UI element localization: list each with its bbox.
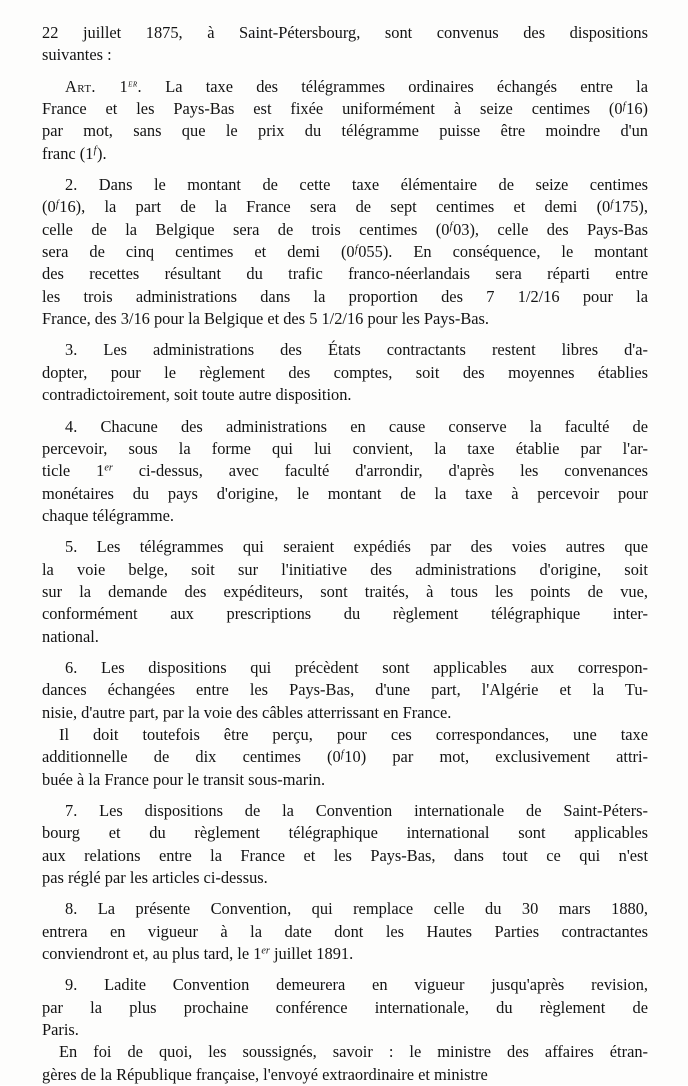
text-line: buée à la France pour le transit sous-marin.: [42, 769, 326, 789]
text-line: 6. Les dispositions qui précèdent sont applicables aux correspon-: [65, 657, 648, 677]
text-line: Il doit toutefois être perçu, pour ces correspondances, une taxe: [59, 724, 648, 744]
text-line: des recettes résultant du trafic franco-néerlandais sera réparti entre: [42, 264, 648, 284]
text-line: sur la demande des expéditeurs, sont traités, à tous les points de vue,: [42, 581, 648, 601]
text-line: entrera en vigueur à la date dont les Hautes Parties contractantes: [42, 921, 648, 941]
text-line: monétaires du pays d'origine, le montant de la taxe à percevoir pour: [42, 483, 648, 503]
article-6: [42, 657, 648, 724]
text-line: celle de la Belgique sera de trois centimes (0$^f$03), celle des Pays-Bas: [42, 219, 648, 239]
text-line: gères de la République française, l'envoyé extraordinaire et ministre: [42, 1064, 488, 1084]
text-line: Paris.: [42, 1020, 79, 1040]
text-line: dances échangées entre les Pays-Bas, d'une part, l'Algérie et la Tu-: [42, 680, 648, 700]
article-7: [42, 800, 648, 889]
text-line: 5. Les télégrammes qui seraient expédiés par des voies autres que: [65, 537, 648, 557]
text-line: aux relations entre la France et les Pays-Bas, dans tout ce qui n'est: [42, 845, 648, 865]
article-6-continuation: [42, 724, 648, 791]
text-line: contradictoirement, soit toute autre disposition.: [42, 385, 352, 405]
article-4: [42, 416, 648, 528]
text-line: ticle 1er ci-dessus, avec faculté d'arrondir, d'après les convenances: [42, 461, 648, 481]
text-line: par la plus prochaine conférence internationale, du règlement de: [42, 997, 648, 1017]
text-line: sera de cinq centimes et demi (0$^f$055). En conséquence, le montant: [42, 242, 648, 262]
text-line: 4. Chacune des administrations en cause conserve la faculté de: [65, 416, 648, 436]
text-line: percevoir, sous la forme qui lui convient, la taxe établie par l'ar-: [42, 438, 648, 458]
closing-paragraph: [42, 1041, 648, 1086]
text-line: suivantes :: [42, 45, 112, 65]
text-line: les trois administrations dans la proportion des 7 1/2/16 pour la: [42, 286, 648, 306]
text-line: En foi de quoi, les soussignés, savoir : le ministre des affaires étran-: [59, 1042, 649, 1062]
text-line: conviendront et, au plus tard, le 1er juillet 1891.: [42, 944, 354, 964]
text-line: Art. 1er. La taxe des télégrammes ordinaires échangés entre la: [65, 76, 648, 96]
text-line: dopter, pour le règlement des comptes, soit des moyennes établies: [42, 362, 648, 382]
text-line: pas réglé par les articles ci-dessus.: [42, 868, 268, 888]
text-line: France et les Pays-Bas est fixée uniformément à seize centimes (0$^f$16): [42, 99, 648, 119]
text-line: (0$^f$16), la part de la France sera de sept centimes et demi (0$^f$175),: [42, 197, 648, 217]
text-line: nisie, d'autre part, par la voie des câbles atterrissant en France.: [42, 702, 452, 722]
article-3: [42, 339, 648, 406]
text-line: 9. Ladite Convention demeurera en vigueur jusqu'après revision,: [65, 975, 648, 995]
text-line: franc (1$^f$).: [42, 143, 107, 163]
article-label: Art. 1er.: [65, 76, 142, 96]
opening-paragraph: [42, 22, 648, 67]
text-line: 7. Les dispositions de la Convention internationale de Saint-Péters-: [65, 801, 648, 820]
text-line: 8. La présente Convention, qui remplace celle du 30 mars 1880,: [65, 899, 648, 919]
article-8: [42, 898, 648, 965]
article-2: [42, 174, 648, 330]
text-line: chaque télégramme.: [42, 505, 174, 525]
text-line: France, des 3/16 pour la Belgique et des 5 1/2/16 pour les Pays-Bas.: [42, 309, 490, 329]
text-column: [42, 22, 648, 1086]
text-line: conformément aux prescriptions du règlement télégraphique inter-: [42, 604, 648, 624]
text-line: 2. Dans le montant de cette taxe élémentaire de seize centimes: [65, 175, 648, 195]
text-line: la voie belge, soit sur l'initiative des administrations d'origine, soit: [42, 559, 648, 579]
text-line: 22 juillet 1875, à Saint-Pétersbourg, sont convenus des dispositions: [42, 23, 648, 42]
text-line: national.: [42, 626, 99, 646]
article-5: [42, 536, 648, 648]
text-line: additionnelle de dix centimes (0$^f$10) par mot, exclusivement attri-: [42, 747, 648, 767]
text-line: 3. Les administrations des États contractants restent libres d'a-: [65, 340, 648, 360]
text-line: par mot, sans que le prix du télégramme puisse être moindre d'un: [42, 121, 648, 141]
text-line: bourg et du règlement télégraphique international sont applicables: [42, 823, 648, 843]
article-9: [42, 974, 648, 1041]
article-1: [42, 76, 648, 165]
